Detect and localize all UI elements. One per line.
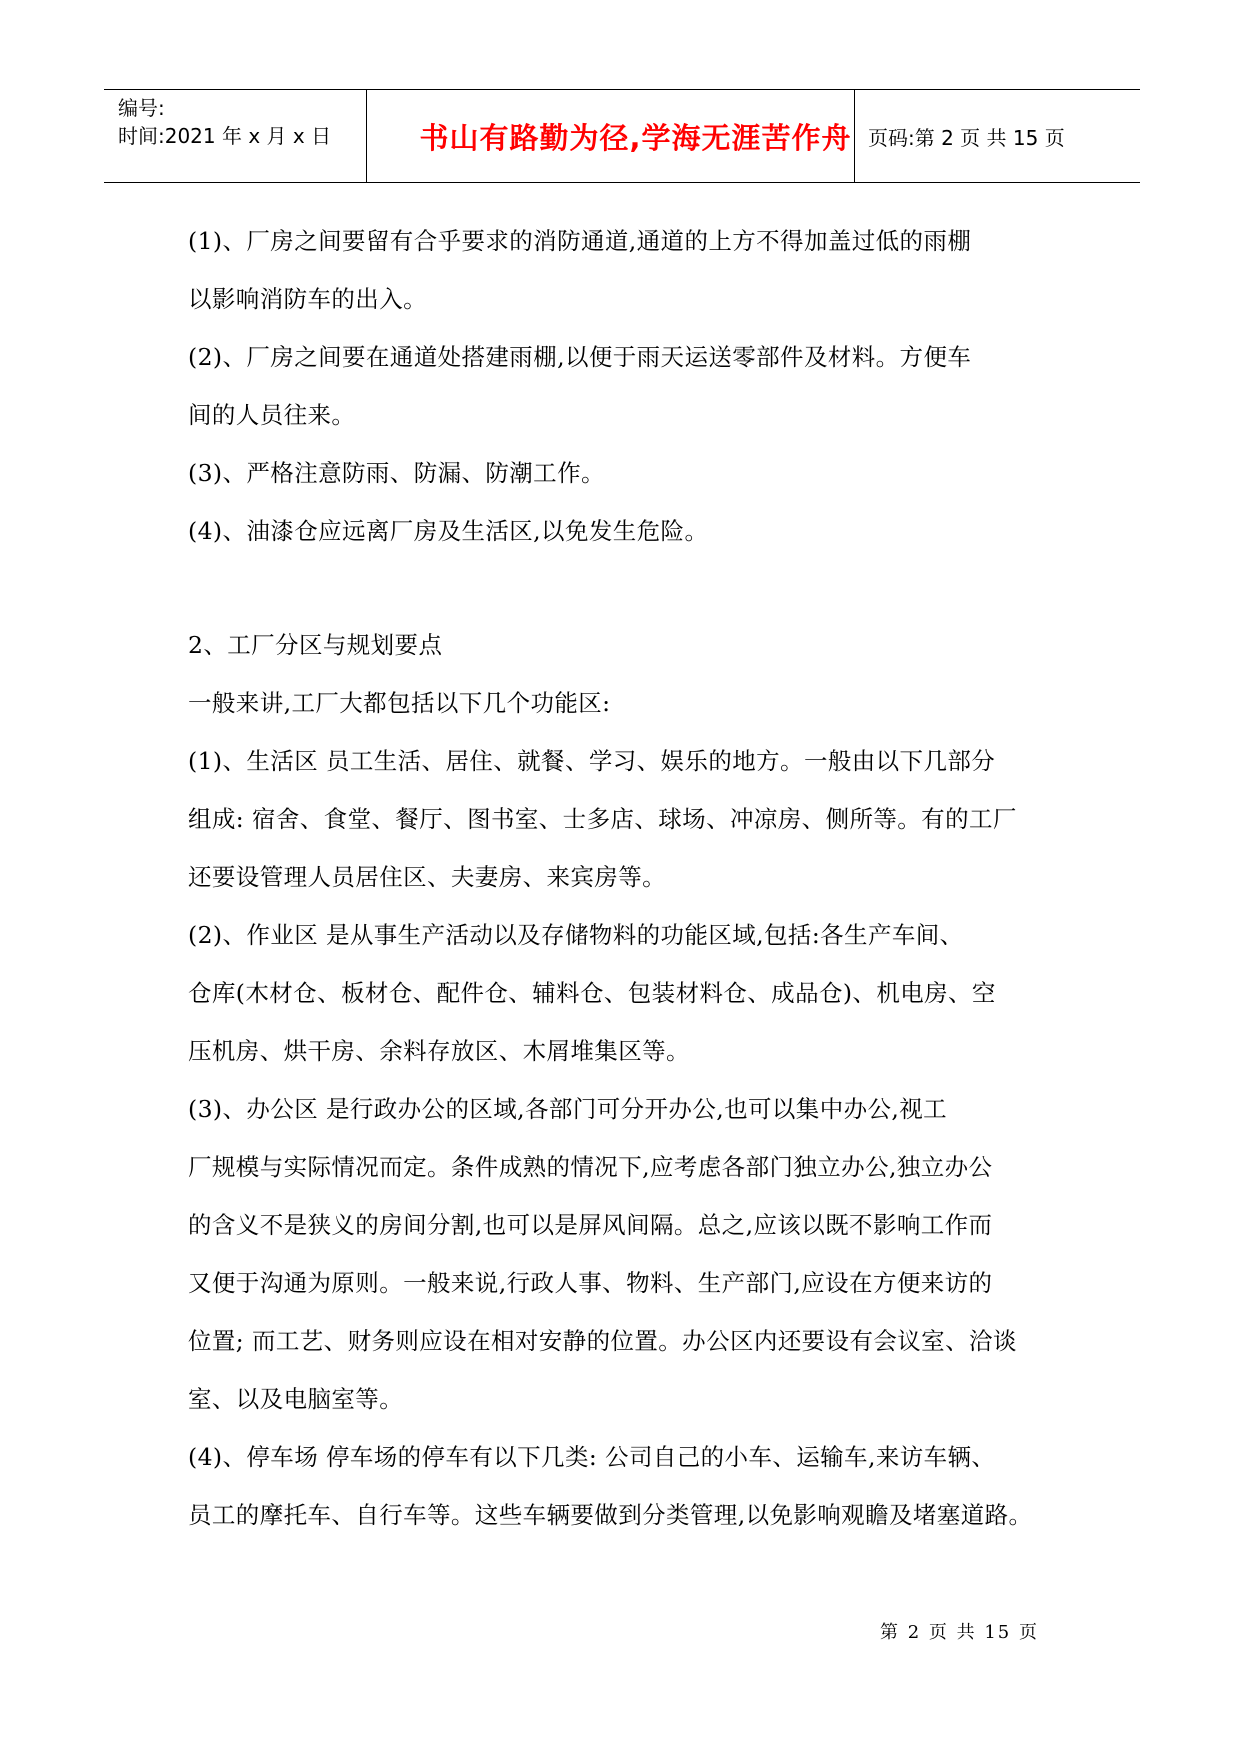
- page-header: [104, 89, 1140, 183]
- paragraph-line: 的含义不是狭义的房间分割,也可以是屏风间隔。总之,应该以既不影响工作而: [188, 1211, 993, 1239]
- header-page-number: 页码:第 2 页 共 15 页: [868, 125, 1065, 150]
- paragraph-line: (3)、办公区 是行政办公的区域,各部门可分开办公,也可以集中办公,视工: [188, 1095, 948, 1123]
- header-divider: [366, 90, 367, 182]
- paragraph-line: 位置; 而工艺、财务则应设在相对安静的位置。办公区内还要设有会议室、洽谈: [188, 1327, 1017, 1355]
- paragraph-line: (4)、油漆仓应远离厂房及生活区,以免发生危险。: [188, 517, 709, 545]
- paragraph-line: 以影响消防车的出入。: [188, 285, 427, 313]
- paragraph-line: (2)、作业区 是从事生产活动以及存储物料的功能区域,包括:各生产车间、: [188, 921, 964, 949]
- paragraph-line: 压机房、烘干房、余料存放区、木屑堆集区等。: [188, 1037, 690, 1065]
- header-meta: [118, 94, 331, 150]
- paragraph-line: (3)、严格注意防雨、防漏、防潮工作。: [188, 459, 605, 487]
- section-heading: 2、工厂分区与规划要点: [188, 631, 443, 659]
- serial-number-label: 编号:: [118, 96, 165, 120]
- page-footer: 第 2 页 共 15 页: [880, 1622, 1039, 1643]
- paragraph-line: 组成: 宿舍、食堂、餐厅、图书室、士多店、球场、冲凉房、侧所等。有的工厂: [188, 805, 1017, 833]
- paragraph-line: 室、以及电脑室等。: [188, 1385, 404, 1413]
- paragraph-line: (1)、厂房之间要留有合乎要求的消防通道,通道的上方不得加盖过低的雨棚: [188, 227, 972, 255]
- header-motto: 书山有路勤为径,学海无涯苦作舟: [419, 120, 852, 155]
- paragraph-line: 还要设管理人员居住区、夫妻房、来宾房等。: [188, 863, 666, 891]
- paragraph-line: (2)、厂房之间要在通道处搭建雨棚,以便于雨天运送零部件及材料。方便车: [188, 343, 972, 371]
- paragraph-line: 仓库(木材仓、板材仓、配件仓、辅料仓、包装材料仓、成品仓)、机电房、空: [188, 979, 996, 1007]
- document-body: [188, 212, 1058, 1544]
- paragraph-line: (1)、生活区 员工生活、居住、就餐、学习、娱乐的地方。一般由以下几部分: [188, 747, 996, 775]
- date-label: 时间:2021 年 x 月 x 日: [118, 124, 332, 148]
- paragraph-line: (4)、停车场 停车场的停车有以下几类: 公司自己的小车、运输车,来访车辆、: [188, 1443, 996, 1471]
- paragraph-line: 一般来讲,工厂大都包括以下几个功能区:: [188, 689, 611, 717]
- paragraph-line: 间的人员往来。: [188, 401, 356, 429]
- paragraph-spacer: [188, 560, 1058, 616]
- paragraph-line: 厂规模与实际情况而定。条件成熟的情况下,应考虑各部门独立办公,独立办公: [188, 1153, 993, 1181]
- paragraph-line: 又便于沟通为原则。一般来说,行政人事、物料、生产部门,应设在方便来访的: [188, 1269, 993, 1297]
- paragraph-line: 员工的摩托车、自行车等。这些车辆要做到分类管理,以免影响观瞻及堵塞道路。: [188, 1501, 1033, 1529]
